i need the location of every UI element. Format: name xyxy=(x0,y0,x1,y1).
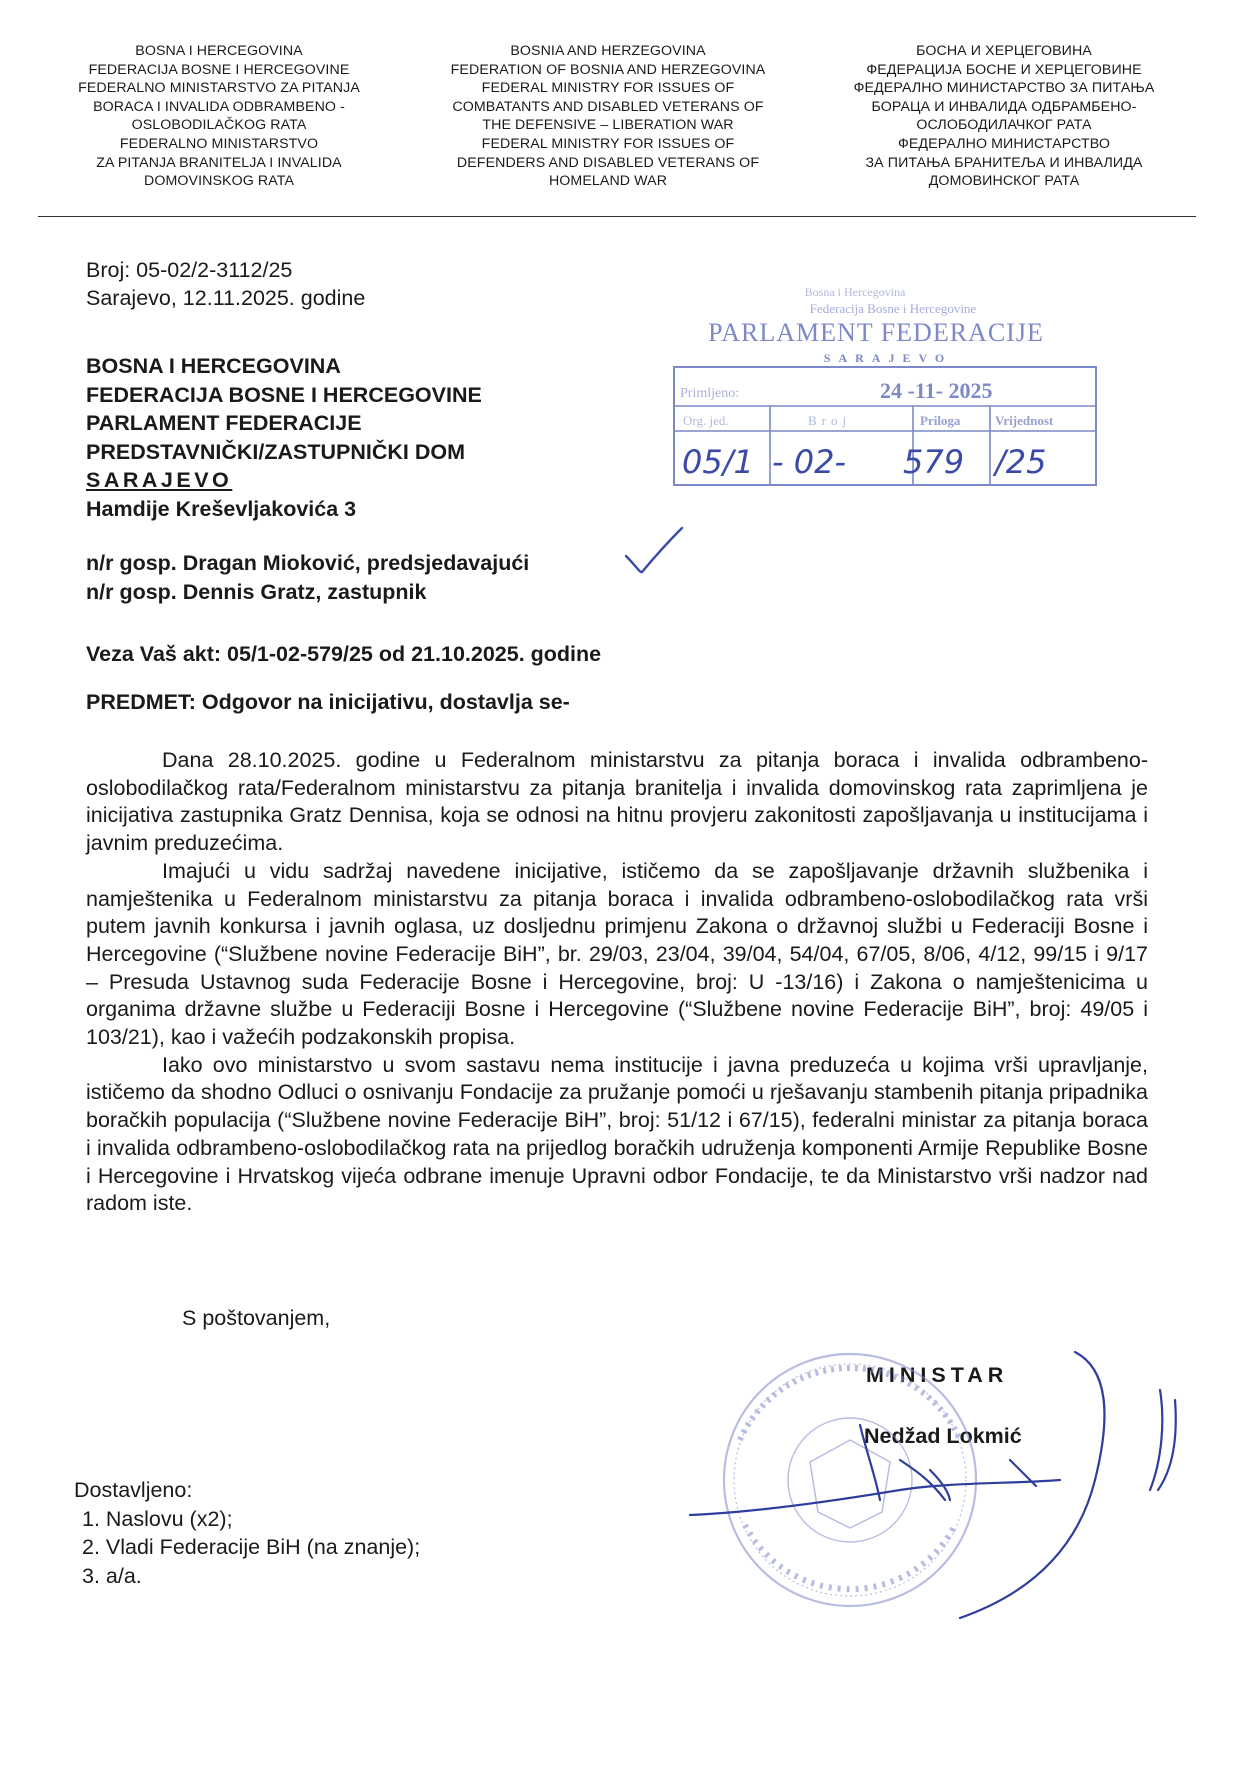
closing-salutation: S poštovanjem, xyxy=(182,1306,331,1330)
stamp-received-date: 24 -11- 2025 xyxy=(880,378,993,403)
header-line: FEDERALNO MINISTARSTVO xyxy=(119,135,319,152)
header-line: ОСЛОБОДИЛАЧКОГ РАТА xyxy=(916,117,1092,134)
header-line: FEDERATION OF BOSNIA AND HERZEGOVINA xyxy=(450,61,766,78)
signatory-name: Nedžad Lokmić xyxy=(864,1424,1022,1448)
header-line: БОСНА И ХЕРЦЕГОВИНА xyxy=(916,43,1092,59)
attention-line: n/r gosp. Dennis Gratz, zastupnik xyxy=(86,579,427,604)
distribution-item: 1. Naslovu (x2); xyxy=(82,1506,233,1531)
reference-link: Veza Vaš akt: 05/1-02-579/25 od 21.10.2025. godine xyxy=(86,642,602,666)
reference-number: Broj: 05-02/2-3112/25 xyxy=(86,258,293,282)
stamp-line: SARAJEVO xyxy=(823,351,953,365)
header-bosnian xyxy=(52,42,386,191)
distribution-item: 2. Vladi Federacije BiH (na znanje); xyxy=(82,1535,421,1559)
stamp-column-label: Broj xyxy=(808,413,852,428)
stamp-handwritten-value: 579 xyxy=(903,443,965,481)
distribution-list xyxy=(74,1476,420,1590)
header-line: DEFENDERS AND DISABLED VETERANS OF xyxy=(456,154,760,171)
body-paragraph: Iako ovo ministarstvo u svom sastavu nema institucije i javna preduzeća u kojima vrši upravljanje, ističemo da shodno Odluci o osnivanju Fondacije za pružanje pomoći u rješavanju stambenih pitanja pripadnika boračkih populacija (“Službene novine Federacije BiH”, broj: 51/12 i 67/15), federalni ministar za pitanja boraca i invalida odbrambeno-oslobodilačkog rata na prijedlog boračkih udruženja komponenti Armije Republike Bosne i Hercegovine i Hrvatskog vijeća odbrane imenuje Upravni odbor Fondacije, te da Ministarstvo vrši nadzor nad radom iste. xyxy=(86,1052,1148,1216)
header-line: ДОМОВИНСКОГ РАТА xyxy=(928,173,1080,190)
header-line: DOMOVINSKOG RATA xyxy=(143,173,295,190)
distribution-item: 3. a/a. xyxy=(82,1563,142,1588)
header-line: BORACA I INVALIDA ODBRAMBENO - xyxy=(93,98,345,115)
reference-block xyxy=(86,256,365,312)
header-line: BOSNA I HERCEGOVINA xyxy=(135,43,303,59)
recipient-line: FEDERACIJA BOSNE I HERCEGOVINE xyxy=(86,382,482,407)
attention-block xyxy=(86,549,529,606)
header-line: FEDERAL MINISTRY FOR ISSUES OF xyxy=(481,135,735,152)
recipient-address xyxy=(86,352,482,524)
header-line: FEDERAL MINISTRY FOR ISSUES OF xyxy=(481,80,735,97)
header-line: ZA PITANJA BRANITELJA I INVALIDA xyxy=(96,154,342,171)
header-line: ФЕДЕРАЛНО МИНИСТАРСТВО xyxy=(897,135,1110,152)
place-date: Sarajevo, 12.11.2025. godine xyxy=(86,286,366,310)
stamp-handwritten-value: 05/1 xyxy=(682,443,754,481)
header-line: ЗА ПИТАЊА БРАНИТЕЉА И ИНВАЛИДА xyxy=(865,154,1143,171)
header-line: БОРАЦА И ИНВАЛИДА ОДБРАМБЕНО- xyxy=(871,98,1137,115)
header-line: BOSNIA AND HERZEGOVINA xyxy=(510,43,706,59)
recipient-line: PARLAMENT FEDERACIJE xyxy=(86,411,362,436)
stamp-column-label: Vrijednost xyxy=(995,413,1054,428)
header-line: FEDERACIJA BOSNE I HERCEGOVINE xyxy=(88,61,350,78)
stamp-column-label: Org. jed. xyxy=(683,413,729,428)
header-line: COMBATANTS AND DISABLED VETERANS OF xyxy=(452,98,764,115)
header-line: OSLOBODILAČKOG RATA xyxy=(131,117,307,134)
header-line: ФЕДЕРАЦИЈА БОСНЕ И ХЕРЦЕГОВИНЕ xyxy=(866,61,1142,78)
header-divider xyxy=(38,216,1196,217)
header-line: ФЕДЕРАЛНО МИНИСТАРСТВО ЗА ПИТАЊА xyxy=(853,80,1155,97)
letter-body xyxy=(86,747,1148,1218)
recipient-street: Hamdije Kreševljakovića 3 xyxy=(86,496,357,521)
stamp-handwritten-value: - 02- xyxy=(772,443,846,481)
body-paragraph: Dana 28.10.2025. godine u Federalnom ministarstvu za pitanja boraca i invalida odbrambeno-oslobodilačkog rata/Federalnom ministarstvu za pitanja branitelja i invalida domovinskog rata zaprimljena je inicijativa zastupnika Gratz Dennisa, koja se odnosi na hitnu provjeru zakonitosti zapošljavanja u institucijama i javnim preduzećima. xyxy=(86,748,1148,856)
body-paragraph: Imajući u vidu sadržaj navedene inicijative, ističemo da se zapošljavanje državnih službenika i namještenika u Federalnom ministarstvu za pitanja boraca i invalida odbrambeno-oslobodilačkog rata vrši putem javnih konkursa i javnih oglasa, uz dosljednu primjenu Zakona o državnoj službi u Federaciji Bosne i Hercegovine (“Službene novine Federacije BiH”, br. 29/03, 23/04, 39/04, 54/04, 67/05, 8/06, 4/12, 99/15 i 9/17 – Presuda Ustavnog suda Federacije Bosne i Hercegovine, broj: U -13/16) i Zakona o namještenicima u organima državne službe u Federaciji Bosne i Hercegovine (“Službene novine Federacije BiH”, broj: 49/05 i 103/21), kao i važećih podzakonskih propisa. xyxy=(86,858,1148,1050)
stamp-line: Bosna i Hercegovina xyxy=(804,285,906,299)
header-line: HOMELAND WAR xyxy=(548,173,668,190)
subject-line: PREDMET: Odgovor na inicijativu, dostavlja se- xyxy=(86,690,570,714)
stamp-handwritten-value: /25 xyxy=(995,443,1047,481)
header-cyrillic xyxy=(820,42,1188,191)
stamp-line: Federacija Bosne i Hercegovine xyxy=(809,301,977,316)
stamp-column-label: Priloga xyxy=(920,413,961,428)
recipient-city: SARAJEVO xyxy=(86,468,233,493)
attention-line: n/r gosp. Dragan Mioković, predsjedavajući xyxy=(86,551,530,575)
signatory-title: MINISTAR xyxy=(866,1363,1009,1387)
distribution-heading: Dostavljeno: xyxy=(74,1478,193,1502)
recipient-line: BOSNA I HERCEGOVINA xyxy=(86,354,341,378)
header-line: THE DEFENSIVE – LIBERATION WAR xyxy=(482,117,734,134)
stamp-received-label: Primljeno: xyxy=(680,386,740,401)
header-line: FEDERALNO MINISTARSTVO ZA PITANJA xyxy=(78,80,360,97)
recipient-line: PREDSTAVNIČKI/ZASTUPNIČKI DOM xyxy=(86,439,466,464)
header-english xyxy=(416,42,800,191)
stamp-line: PARLAMENT FEDERACIJE xyxy=(708,318,1044,347)
